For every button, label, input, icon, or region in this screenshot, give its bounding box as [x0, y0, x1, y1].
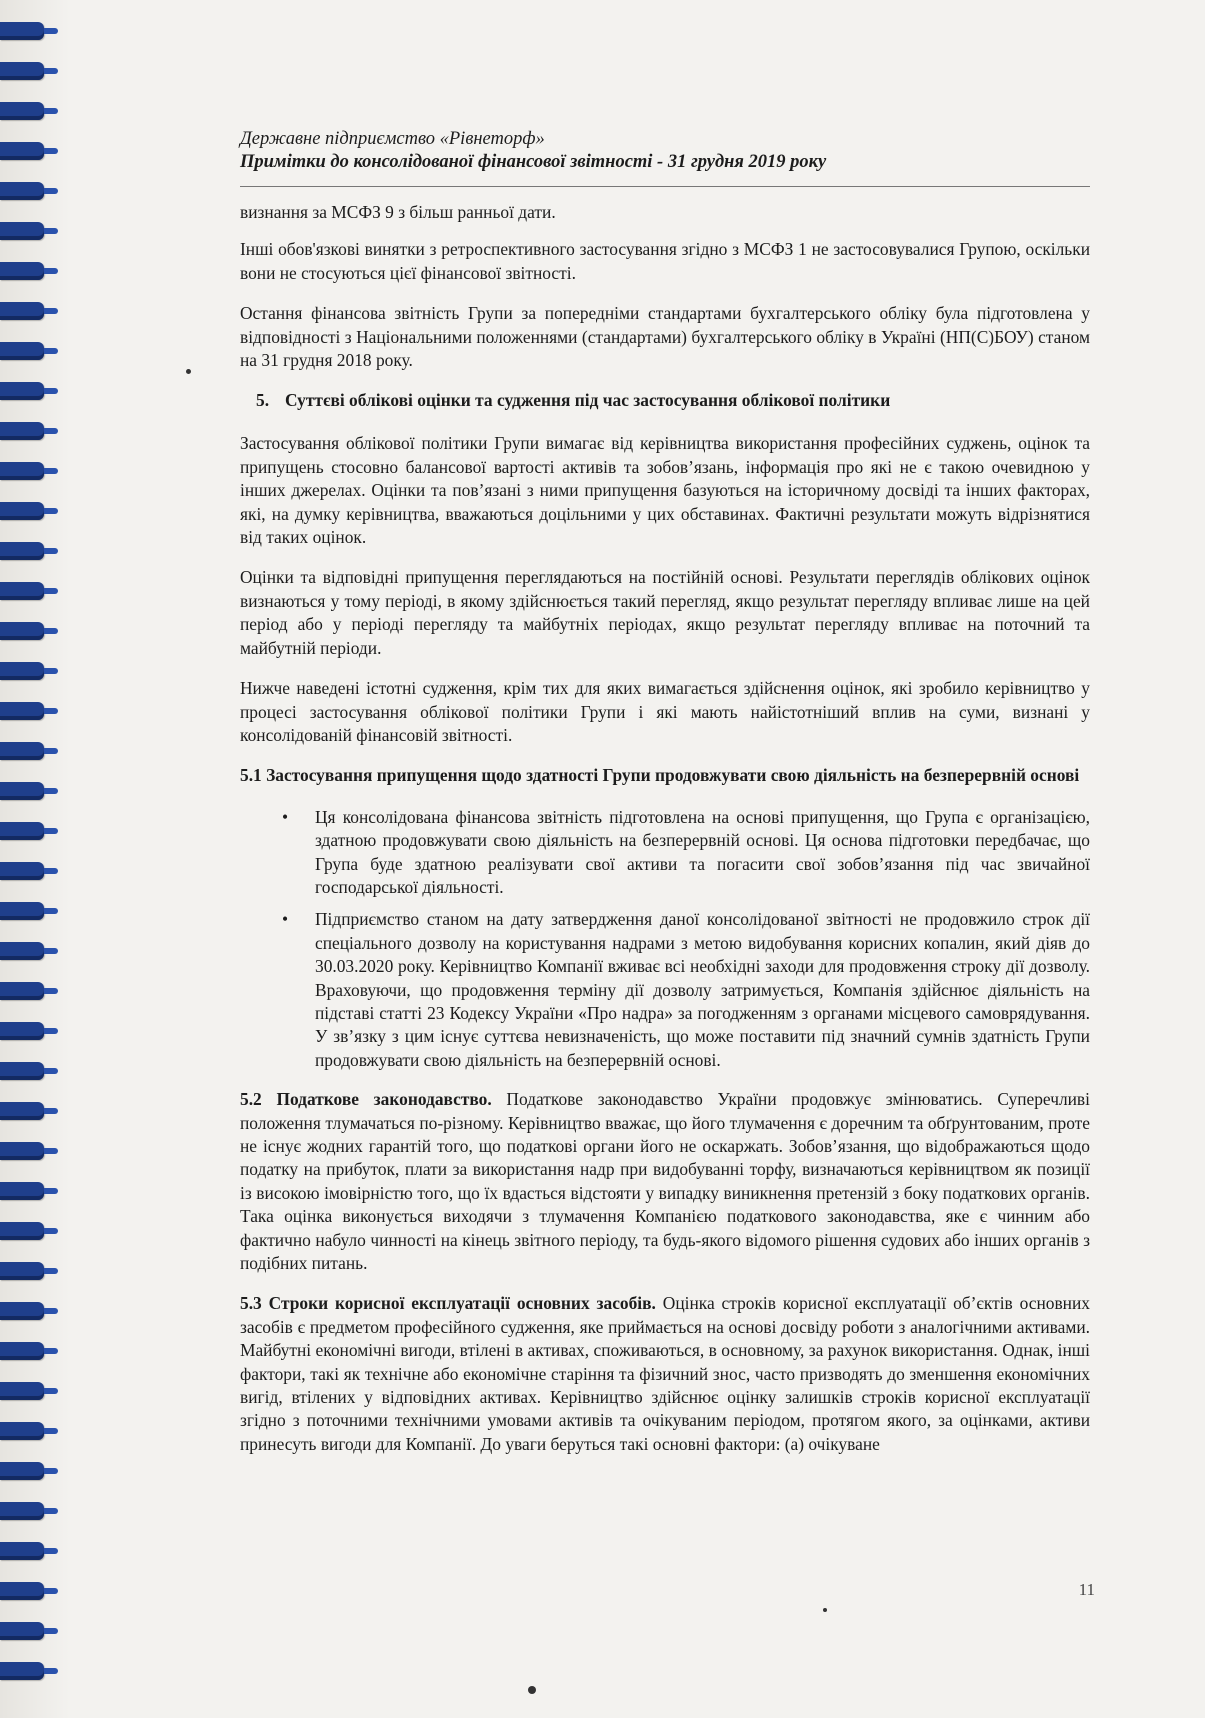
binding-ring: [0, 902, 44, 920]
binding-ring: [0, 1662, 44, 1680]
binding-ring: [0, 982, 44, 1000]
subsection-heading: 5.1 Застосування припущення щодо здатності Групи продовжувати свою діяльність на безперервній основі: [240, 765, 1080, 786]
scan-speck: [823, 1608, 827, 1612]
binding-ring: [0, 22, 44, 40]
binding-ring: [0, 262, 44, 280]
paragraph: Нижче наведені істотні судження, крім тих для яких вимагається здійснення оцінок, які зробило керівництво у процесі застосування облікової політики Групи і які мають найістотніший вплив на суми, визнані у консолідованій фінансовій звітності.: [240, 678, 1090, 745]
paragraph: Інші обов'язкові винятки з ретроспективного застосування згідно з МСФЗ 1 не застосовувалися Групою, оскільки вони не стосуються цієї фінансової звітності.: [240, 239, 1090, 283]
paragraph: [240, 1088, 1090, 1275]
binding-ring: [0, 422, 44, 440]
section-title: Суттєві облікові оцінки та судження під час застосування облікової політики: [285, 390, 891, 411]
binding-ring: [0, 1622, 44, 1640]
binding-ring: [0, 1582, 44, 1600]
scan-speck: [186, 369, 191, 374]
binding-ring: [0, 1222, 44, 1240]
paragraph-text: Податкове законодавство України продовжує змінюватись. Суперечливі положення тлумачаться по-різному. Керівництво вважає, що його тлумачення є доречним та обґрунтованим, проте не існує жодних гарантій того, що податкові органи його не оскаржать. Зобов’язання, що відображаються щодо податку на прибуток, плати за використання надр при видобуванні торфу, визначаються керівництвом як позиції із високою імовірністю того, що їх вдасться відстояти у випадку виникнення претензій з боку податкових органів. Така оцінка виконується виходячи з тлумачення Компанією податкового законодавства, яке є чинним або фактично набуло чинності на кінець звітного періоду, та будь-якого відомого рішення судових або інших органів з подібних питань.: [240, 1089, 1090, 1274]
binding-ring: [0, 822, 44, 840]
binding-ring: [0, 222, 44, 240]
binding-ring: [0, 342, 44, 360]
binding-ring: [0, 742, 44, 760]
binding-ring: [0, 302, 44, 320]
list-item-text: Підприємство станом на дату затвердження даної консолідованої звітності не продовжило строк дії спеціального дозволу на користування надрами з метою видобування корисних копалин, який діяв до 30.03.2020 року. Керівництво Компанії вживає всі необхідні заходи для продовження строку дії дозволу. Враховуючи, що продовження терміну дії дозволу затримується, Компанія здійснює діяльність на підставі статті 23 Кодексу України «Про надра» за погодженням з органами місцевого самоврядування. У зв’язку з цим існує суттєва невизначеність, що може поставити під значний сумнів здатність Групи продовжувати свою діяльність на безперервній основі.: [315, 909, 1090, 1070]
binding-ring: [0, 1102, 44, 1120]
binding-ring: [0, 502, 44, 520]
bullet-icon: •: [282, 806, 289, 827]
binding-ring: [0, 1142, 44, 1160]
list-item-text: Ця консолідована фінансова звітність підготовлена на основі припущення, що Група є організацією, здатною продовжувати свою діяльність на безперервній основі. Ця основа підготовки передбачає, що Група буде здатною реалізувати свої активи та погасити свої зобов’язання під час звичайної господарської діяльності.: [315, 806, 1090, 897]
binding-ring: [0, 462, 44, 480]
subsection-inline-title: 5.2 Податкове законодавство.: [240, 1089, 492, 1110]
header-divider: [240, 186, 1090, 187]
paragraph: Остання фінансова звітність Групи за попередніми стандартами бухгалтерського обліку була підготовлена у відповідності з Національними положеннями (стандартами) бухгалтерського обліку в Україні (НП(С)БОУ) станом на 31 грудня 2018 року.: [240, 303, 1090, 371]
binding-ring: [0, 382, 44, 400]
paragraph: [240, 1292, 1090, 1456]
scan-speck: [528, 1686, 536, 1694]
document-page: [240, 128, 1090, 1473]
binding-ring: [0, 62, 44, 80]
binding-ring: [0, 1342, 44, 1360]
paragraph: визнання за МСФЗ 9 з більш ранньої дати.: [240, 202, 556, 222]
list-item: [240, 908, 1090, 1072]
binding-ring: [0, 182, 44, 200]
binding-ring: [0, 1422, 44, 1440]
paragraph-text: Оцінка строків корисної експлуатації об’єктів основних засобів є предметом професійного судження, яке приймається на основі досвіду роботи з аналогічними активами. Майбутні економічні вигоди, втілені в активах, споживаються, в основному, за рахунок використання. Однак, інші фактори, такі як технічне або економічне старіння та фізичний знос, часто призводять до зменшення економічних вигід, втілених у відповідних активах. Керівництво здійснює оцінку залишків строків корисної експлуатації згідно з поточними технічними умовами активів та очікуваним періодом, протягом якого, за оцінками, активи принесуть вигоди для Компанії. До уваги беруться такі основні фактори: (а) очікуване: [240, 1293, 1090, 1454]
binding-ring: [0, 1462, 44, 1480]
binding-ring: [0, 582, 44, 600]
binding-ring: [0, 142, 44, 160]
binding-ring: [0, 1542, 44, 1560]
binding-ring: [0, 702, 44, 720]
binding-ring: [0, 862, 44, 880]
paragraph: Оцінки та відповідні припущення переглядаються на постійній основі. Результати переглядів облікових оцінок визнаються у тому періоді, в якому здійснюється такий перегляд, якщо результат перегляду впливає лише на цей період або у періоді перегляду та майбутніх періодах, якщо результат перегляду впливає на поточний та майбутній періоди.: [240, 567, 1090, 658]
binding-ring: [0, 662, 44, 680]
subsection-inline-title: 5.3 Строки корисної експлуатації основних засобів.: [240, 1293, 656, 1314]
section-number: 5.: [256, 390, 270, 411]
binding-ring: [0, 1022, 44, 1040]
binding-ring: [0, 102, 44, 120]
binding-ring: [0, 542, 44, 560]
list-item: [240, 806, 1090, 900]
report-subtitle: Примітки до консолідованої фінансової звітності - 31 грудня 2019 року: [240, 152, 827, 172]
binding-ring: [0, 1302, 44, 1320]
binding-ring: [0, 942, 44, 960]
binding-ring: [0, 782, 44, 800]
binding-ring: [0, 1502, 44, 1520]
spiral-binding: [0, 0, 70, 1718]
binding-ring: [0, 622, 44, 640]
page-header: [240, 128, 1090, 174]
bullet-list: [240, 806, 1090, 1072]
paragraph: Застосування облікової політики Групи вимагає від керівництва використання професійних суджень, оцінок та припущень стосовно балансової вартості активів та зобов’язань, інформація про які не є такою очевидною у інших джерелах. Оцінки та пов’язані з ними припущення базуються на історичному досвіді та інших факторах, які, на думку керівництва, вважаються доцільними у цих обставинах. Фактичні результати можуть відрізнятися від таких оцінок.: [240, 433, 1090, 548]
page-number: 11: [1078, 1580, 1095, 1599]
binding-ring: [0, 1382, 44, 1400]
section-heading: [256, 389, 1090, 412]
binding-ring: [0, 1182, 44, 1200]
binding-ring: [0, 1062, 44, 1080]
bullet-icon: •: [282, 909, 289, 930]
company-name: Державне підприємство «Рівнеторф»: [240, 129, 545, 149]
binding-ring: [0, 1262, 44, 1280]
